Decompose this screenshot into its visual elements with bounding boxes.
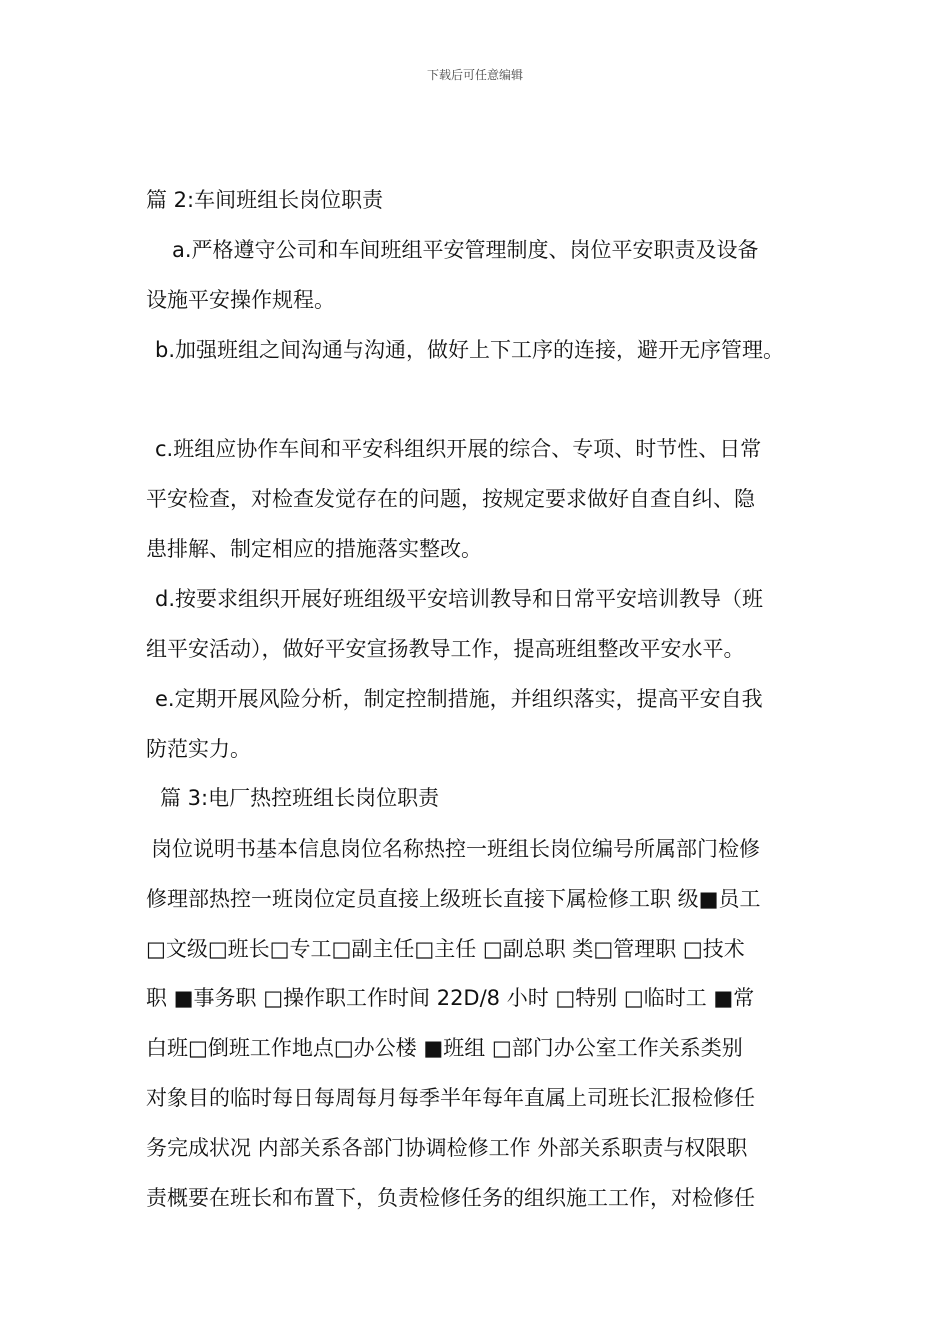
page-header: 下载后可任意编辑	[426, 68, 523, 82]
paragraph-line: 修理部热控一班岗位定员直接上级班长直接下属检修工职 级■员工	[146, 887, 761, 911]
paragraph-line: c.班组应协作车间和平安科组织开展的综合、专项、时节性、日常	[155, 437, 762, 461]
paragraph-line: □文级□班长□专工□副主任□主任 □副总职 类□管理职 □技术	[146, 937, 745, 961]
paragraph-line: 设施平安操作规程。	[146, 288, 335, 312]
paragraph-line: e.定期开展风险分析，制定控制措施，并组织落实，提高平安自我	[155, 687, 763, 711]
paragraph-line: 岗位说明书基本信息岗位名称热控一班组长岗位编号所属部门检修	[151, 837, 760, 861]
paragraph-line: 患排解、制定相应的措施落实整改。	[146, 537, 482, 561]
paragraph-line: 组平安活动），做好平安宣扬教导工作，提高班组整改平安水平。	[146, 637, 745, 661]
paragraph-line: 务完成状况 内部关系各部门协调检修工作 外部关系职责与权限职	[146, 1136, 748, 1160]
paragraph-line: 白班□倒班工作地点□办公楼 ■班组 □部门办公室工作关系类别	[146, 1036, 743, 1060]
paragraph-line: a.严格遵守公司和车间班组平安管理制度、岗位平安职责及设备	[172, 238, 759, 262]
paragraph-line: 责概要在班长和布置下，负责检修任务的组织施工工作，对检修任	[146, 1186, 755, 1210]
paragraph-line: 职 ■事务职 □操作职工作时间 22D/8 小时 □特别 □临时工 ■常	[146, 986, 755, 1010]
section-title-2: 篇 2:车间班组长岗位职责	[146, 188, 384, 212]
paragraph-line: 对象目的临时每日每周每月每季半年每年直属上司班长汇报检修任	[146, 1086, 755, 1110]
paragraph-line: b.加强班组之间沟通与沟通，做好上下工序的连接，避开无序管理。	[155, 338, 785, 362]
paragraph-line: 防范实力。	[146, 737, 251, 761]
paragraph-line: 平安检查，对检查发觉存在的问题，按规定要求做好自查自纠、隐	[146, 487, 755, 511]
section-title-3: 篇 3:电厂热控班组长岗位职责	[160, 786, 440, 810]
paragraph-line: d.按要求组织开展好班组级平安培训教导和日常平安培训教导（班	[155, 587, 764, 611]
